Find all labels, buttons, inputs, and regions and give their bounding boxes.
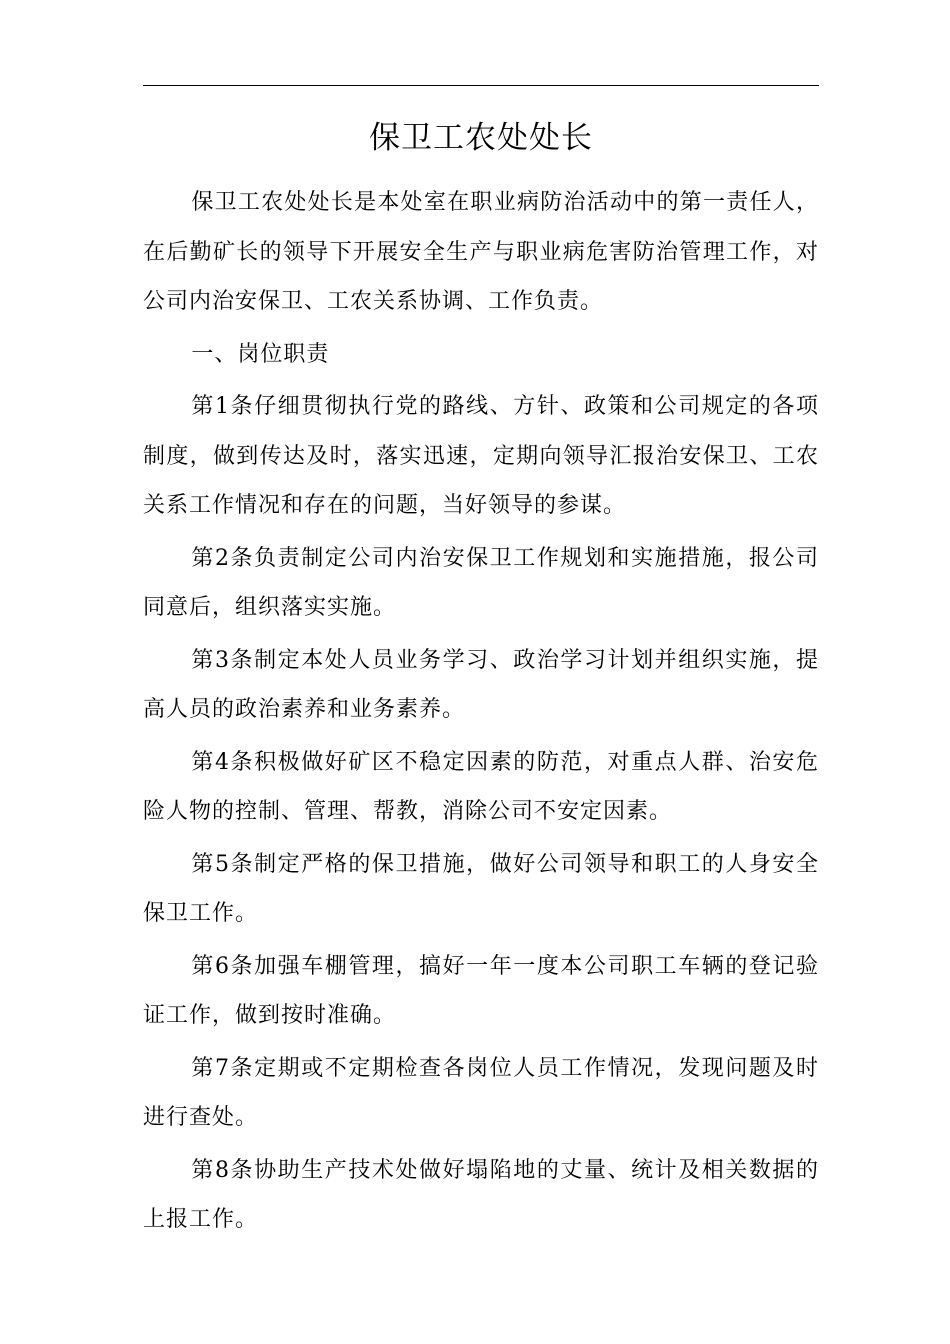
article-2: 第2条负责制定公司内治安保卫工作规划和实施措施，报公司同意后，组织落实实施。: [143, 545, 819, 620]
article-3: 第3条制定本处人员业务学习、政治学习计划并组织实施，提高人员的政治素养和业务素养。: [143, 647, 819, 722]
document-body: [143, 178, 819, 1248]
article-7: 第7条定期或不定期检查各岗位人员工作情况，发现问题及时进行查处。: [143, 1055, 819, 1130]
article-4: 第4条积极做好矿区不稳定因素的防范，对重点人群、治安危险人物的控制、管理、帮教，消除公司不安定因素。: [143, 749, 819, 824]
header-divider: [143, 85, 819, 86]
intro-paragraph: 保卫工农处处长是本处室在职业病防治活动中的第一责任人，在后勤矿长的领导下开展安全生产与职业病危害防治管理工作，对公司内治安保卫、工农关系协调、工作负责。: [143, 190, 819, 314]
article-1: 第1条仔细贯彻执行党的路线、方针、政策和公司规定的各项制度，做到传达及时，落实迅速，定期向领导汇报治安保卫、工农关系工作情况和存在的问题，当好领导的参谋。: [143, 394, 819, 518]
article-5: 第5条制定严格的保卫措施，做好公司领导和职工的人身安全保卫工作。: [143, 851, 819, 926]
article-8: 第8条协助生产技术处做好塌陷地的丈量、统计及相关数据的上报工作。: [143, 1157, 819, 1232]
section-heading: 一、岗位职责: [191, 341, 330, 367]
document-title: 保卫工农处处长: [369, 120, 593, 156]
article-6: 第6条加强车棚管理，搞好一年一度本公司职工车辆的登记验证工作，做到按时准确。: [143, 953, 819, 1028]
